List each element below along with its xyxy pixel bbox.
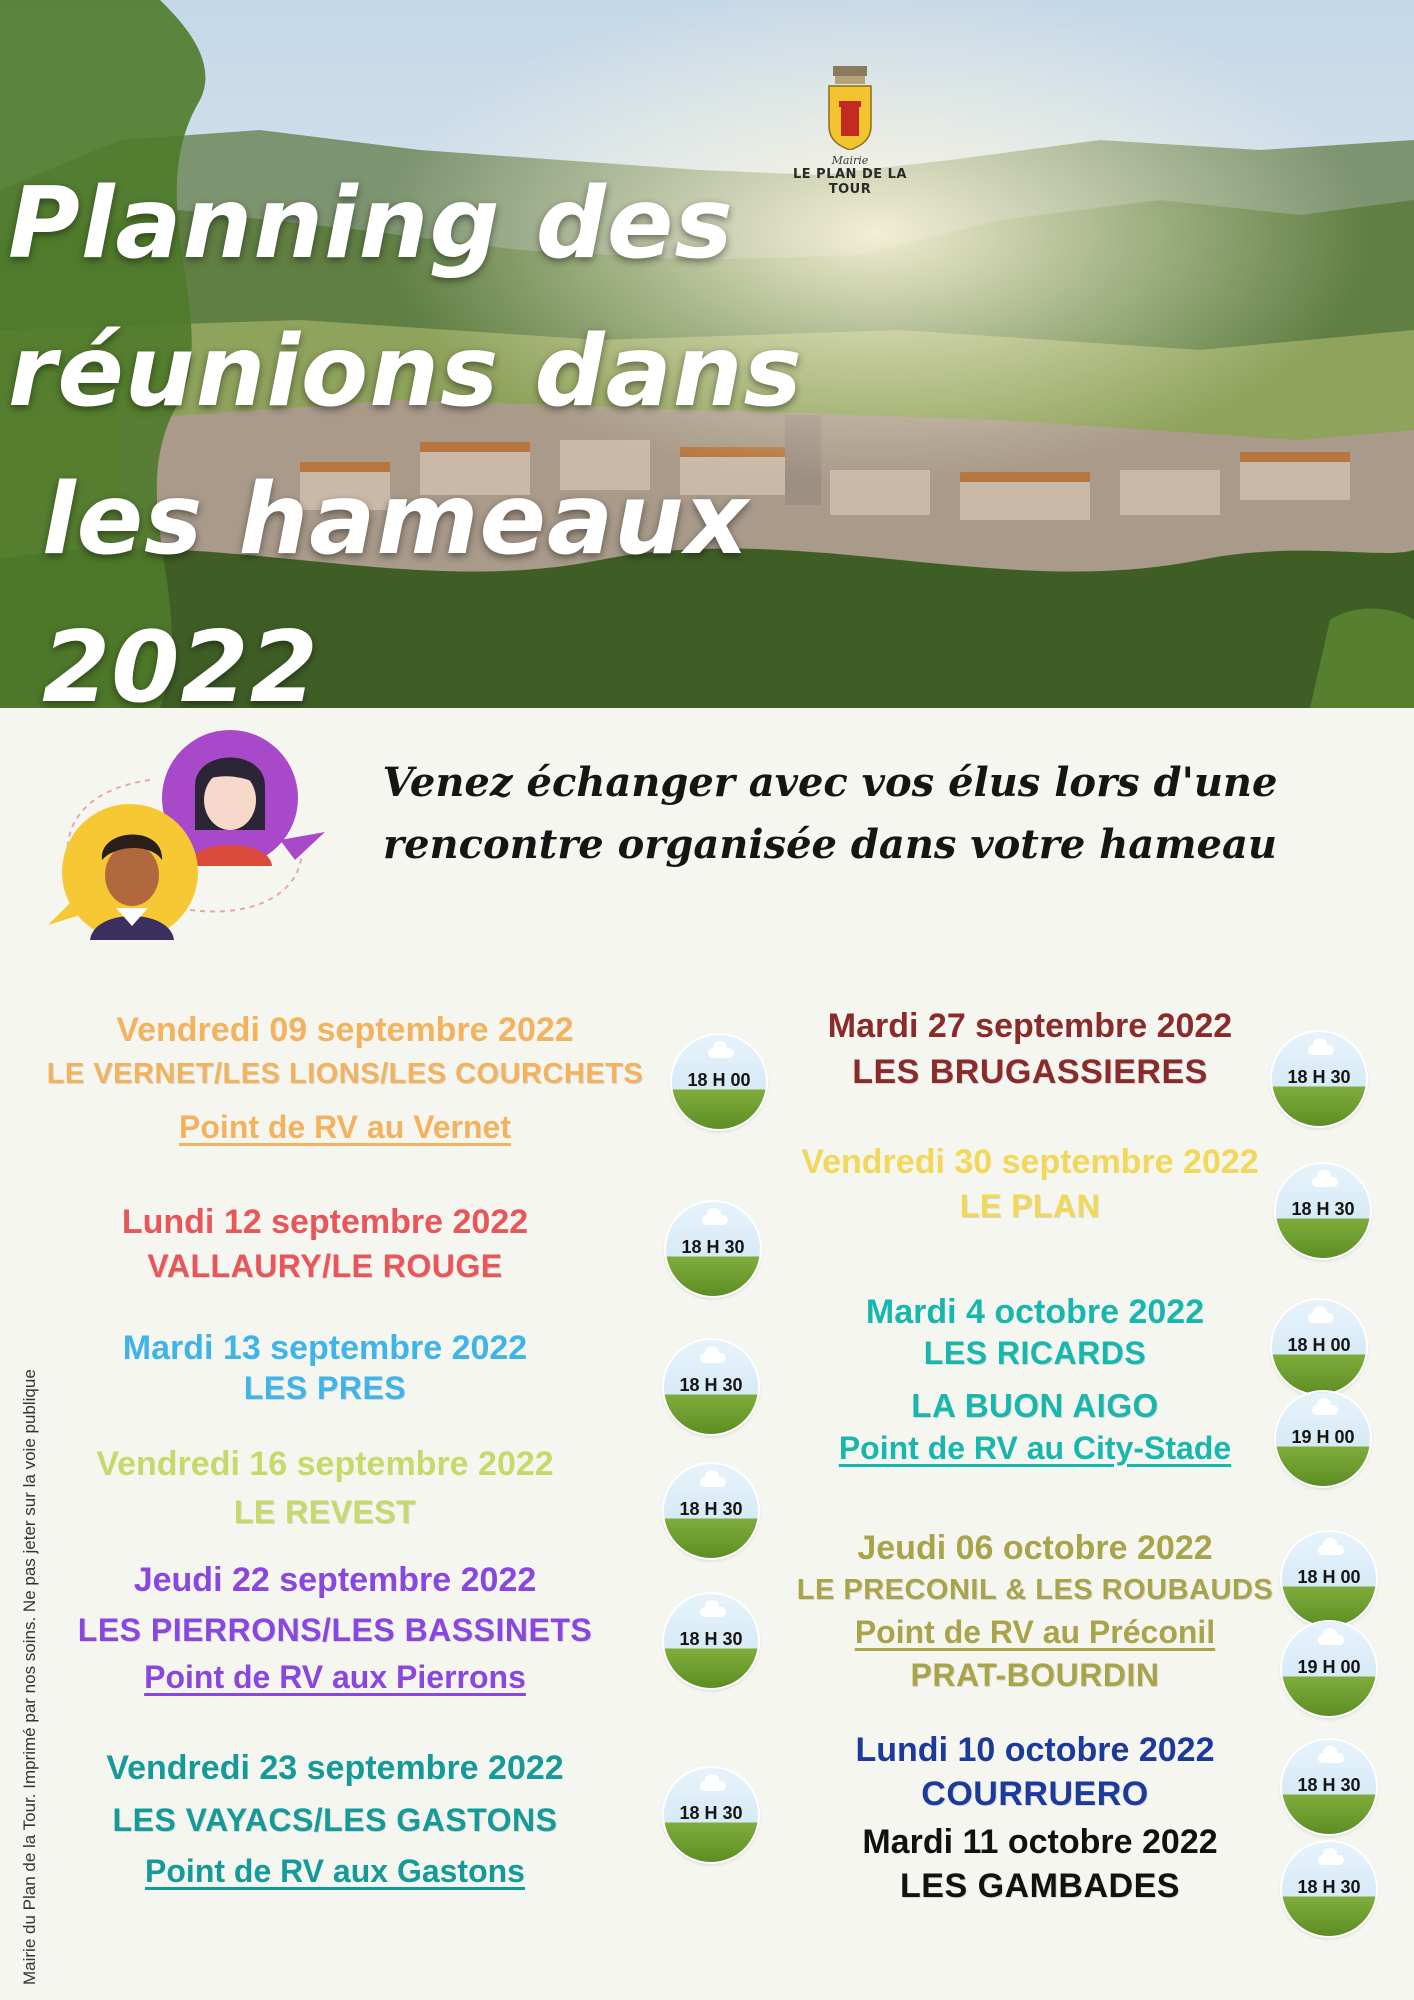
time-badge xyxy=(664,1594,758,1688)
event-place: LE PLAN xyxy=(959,1188,1101,1224)
event-place: LES GAMBADES xyxy=(900,1867,1180,1905)
event-place-second: LA BUON AIGO xyxy=(911,1387,1159,1424)
event-place: LES RICARDS xyxy=(923,1335,1147,1371)
intro-text xyxy=(360,752,1300,876)
intro-line-2: rencontre organisée dans votre hameau xyxy=(383,821,1277,868)
event-place: LES BRUGASSIERES xyxy=(852,1053,1208,1091)
event-ricards xyxy=(760,1290,1310,1470)
time-badge-label: 18 H 00 xyxy=(687,1070,751,1090)
event-date: Jeudi 06 octobre 2022 xyxy=(857,1529,1213,1567)
event-date: Vendredi 23 septembre 2022 xyxy=(106,1749,564,1787)
time-badge-label: 18 H 30 xyxy=(1291,1199,1355,1219)
time-badge-label: 18 H 00 xyxy=(1297,1567,1361,1587)
time-badge-label: 18 H 30 xyxy=(1297,1775,1361,1795)
event-date: Lundi 10 octobre 2022 xyxy=(855,1731,1215,1769)
event-gambades xyxy=(780,1820,1300,1908)
event-meeting-point: Point de RV au Vernet xyxy=(179,1109,511,1145)
footer-vertical-note: Mairie du Plan de la Tour. Imprimé par nos soins. Ne pas jeter sur la voie publique xyxy=(20,1369,39,1985)
chat-avatars-illustration xyxy=(40,720,340,950)
event-place-second: PRAT-BOURDIN xyxy=(910,1657,1160,1693)
event-date: Jeudi 22 septembre 2022 xyxy=(133,1561,537,1599)
time-badge xyxy=(1272,1032,1366,1126)
coat-of-arms-icon xyxy=(827,66,873,150)
time-badge xyxy=(1282,1532,1376,1626)
title-line-1: Planning des xyxy=(8,167,734,281)
event-courruero xyxy=(760,1728,1310,1816)
event-date: Mardi 27 septembre 2022 xyxy=(827,1007,1233,1045)
event-date: Vendredi 30 septembre 2022 xyxy=(801,1143,1259,1181)
title-line-4: 2022 xyxy=(42,611,319,708)
time-badge-label: 18 H 30 xyxy=(679,1375,743,1395)
title-line-2: réunions dans xyxy=(8,315,803,429)
time-badge-label: 18 H 30 xyxy=(679,1629,743,1649)
man-avatar-icon xyxy=(48,804,198,940)
hero-banner xyxy=(0,0,1414,708)
event-brugassieres xyxy=(760,1004,1300,1096)
time-badge xyxy=(664,1768,758,1862)
event-place: LE PRECONIL & LES ROUBAUDS xyxy=(796,1574,1274,1606)
event-date: Vendredi 16 septembre 2022 xyxy=(96,1445,554,1483)
time-badge xyxy=(672,1035,766,1129)
time-badge xyxy=(1282,1842,1376,1936)
time-badge xyxy=(664,1340,758,1434)
event-plan xyxy=(760,1140,1300,1228)
event-place: LE VERNET/LES LIONS/LES COURCHETS xyxy=(46,1058,644,1090)
event-gastons xyxy=(40,1746,630,1896)
event-place: LES PIERRONS/LES BASSINETS xyxy=(77,1612,593,1648)
event-meeting-point: Point de RV au Préconil xyxy=(854,1614,1216,1650)
time-badge-label: 18 H 30 xyxy=(679,1803,743,1823)
time-badge xyxy=(1282,1622,1376,1716)
event-place: COURRUERO xyxy=(921,1775,1149,1813)
time-badge-label: 19 H 00 xyxy=(1297,1657,1361,1677)
event-vernet xyxy=(30,1008,660,1152)
event-place: LES VAYACS/LES GASTONS xyxy=(112,1802,558,1838)
event-pierrons xyxy=(30,1558,640,1702)
event-place: LE REVEST xyxy=(233,1494,417,1530)
event-date: Mardi 11 octobre 2022 xyxy=(862,1823,1218,1861)
time-badge xyxy=(1276,1164,1370,1258)
event-date: Mardi 4 octobre 2022 xyxy=(865,1293,1205,1331)
time-badge-label: 18 H 30 xyxy=(1287,1067,1351,1087)
logo-caption: LE PLAN DE LA TOUR xyxy=(792,167,907,197)
logo-caption-small: Mairie xyxy=(831,154,869,167)
time-badge xyxy=(664,1464,758,1558)
town-logo xyxy=(780,66,920,197)
time-badge xyxy=(1272,1300,1366,1394)
time-badge-label: 18 H 00 xyxy=(1287,1335,1351,1355)
event-place: LES PRES xyxy=(243,1370,407,1406)
time-badge-label: 19 H 00 xyxy=(1291,1427,1355,1447)
time-badge xyxy=(666,1202,760,1296)
event-date: Vendredi 09 septembre 2022 xyxy=(116,1011,574,1049)
event-revest xyxy=(40,1442,610,1534)
time-badge xyxy=(1276,1392,1370,1486)
event-pres xyxy=(40,1326,610,1406)
event-place: VALLAURY/LE ROUGE xyxy=(147,1248,503,1284)
time-badge-label: 18 H 30 xyxy=(681,1237,745,1257)
event-date: Mardi 13 septembre 2022 xyxy=(122,1329,528,1367)
event-meeting-point: Point de RV aux Pierrons xyxy=(144,1659,526,1695)
event-vallaury xyxy=(40,1200,610,1288)
time-badge-label: 18 H 30 xyxy=(1297,1877,1361,1897)
intro-line-1: Venez échanger avec vos élus lors d'une xyxy=(382,759,1278,806)
event-preconil xyxy=(760,1526,1310,1696)
event-meeting-point: Point de RV aux Gastons xyxy=(145,1853,525,1889)
event-meeting-point: Point de RV au City-Stade xyxy=(838,1430,1232,1466)
page-title xyxy=(8,150,803,708)
event-date: Lundi 12 septembre 2022 xyxy=(121,1203,529,1241)
title-line-3: les hameaux xyxy=(42,463,750,577)
time-badge-label: 18 H 30 xyxy=(679,1499,743,1519)
